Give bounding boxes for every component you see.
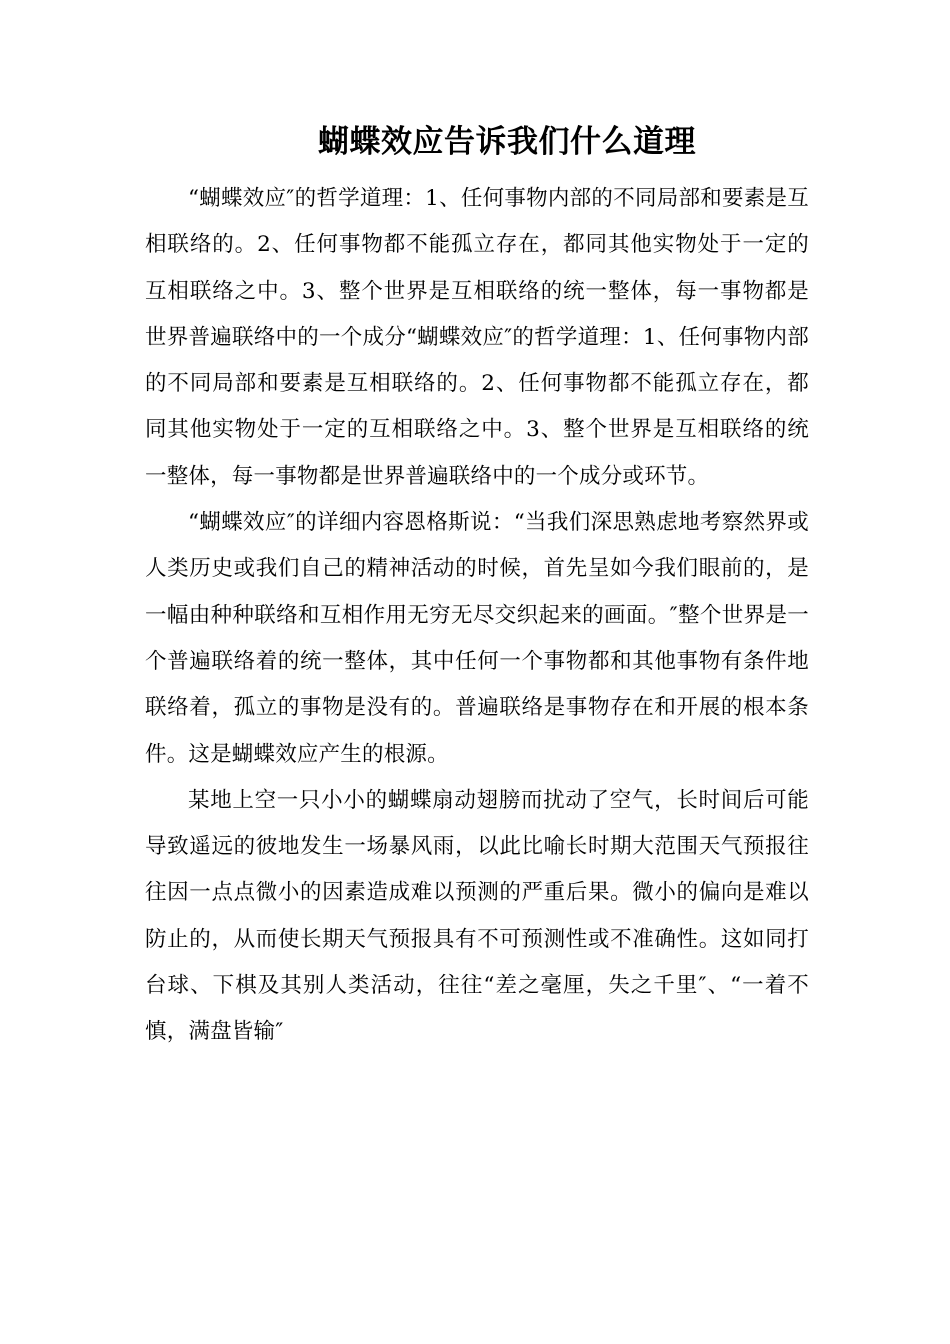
paragraph-weather-example: 某地上空一只小小的蝴蝶扇动翅膀而扰动了空气，长时间后可能导致遥远的彼地发生一场暴风雨，以此比喻长时期大范围天气预报往往因一点点微小的因素造成难以预测的严重后果。微小的偏向是难以防止的，从而使长期天气预报具有不可预测性或不准确性。这如同打台球、下棋及其别人类活动，往往“差之毫厘，失之千里″、“一着不慎，满盘皆输″	[145, 787, 809, 1045]
paragraph-philosophy: “蝴蝶效应″的哲学道理：1、任何事物内部的不同局部和要素是互相联络的。2、任何事物都不能孤立存在，都同其他实物处于一定的互相联络之中。3、整个世界是互相联络的统一整体，每一事物都是世界普遍联络中的一个成分“蝴蝶效应″的哲学道理：1、任何事物内部的不同局部和要素是互相联络的。2、任何事物都不能孤立存在，都同其他实物处于一定的互相联络之中。3、整个世界是互相联络的统一整体，每一事物都是世界普遍联络中的一个成分或环节。	[145, 186, 809, 489]
paragraph-engels-quote: “蝴蝶效应″的详细内容恩格斯说：“当我们深思熟虑地考察然界或人类历史或我们自己的精神活动的时候，首先呈如今我们眼前的，是一幅由种种联络和互相作用无穷无尽交织起来的画面。″整个世界是一个普遍联络着的统一整体，其中任何一个事物都和其他事物有条件地联络着，孤立的事物是没有的。普遍联络是事物存在和开展的根本条件。这是蝴蝶效应产生的根源。	[145, 510, 809, 767]
document-title: 蝴蝶效应告诉我们什么道理	[318, 124, 696, 160]
document-page	[145, 118, 809, 1056]
